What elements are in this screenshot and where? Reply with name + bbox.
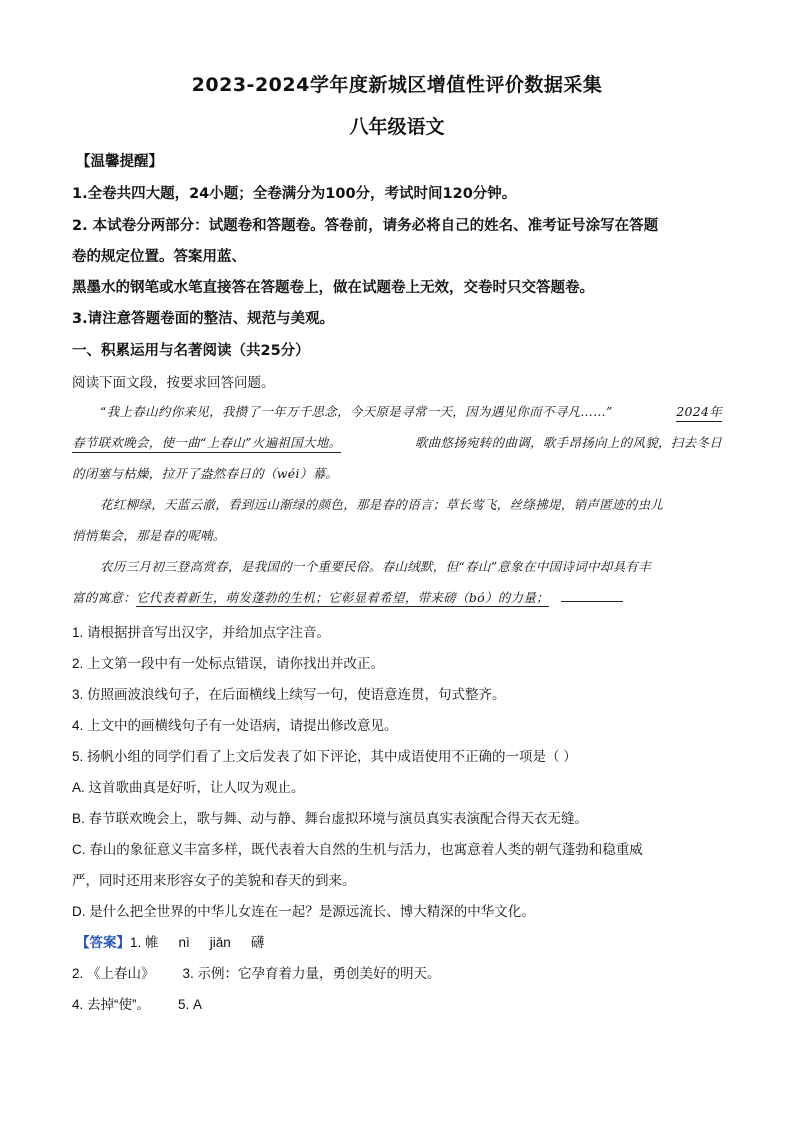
answer-1-pinyin-1: nì [178, 935, 190, 950]
section-heading: 一、积累运用与名著阅读（共25分） [72, 343, 310, 359]
passage-p1-underlined-start: 2024年 [676, 402, 722, 422]
answer-1-pinyin-2: jiān [209, 935, 231, 950]
question-2: 2. 上文第一段中有一处标点错误，请你找出并改正。 [72, 656, 385, 671]
option-b: B. 春节联欢晚会上，歌与舞、动与静、舞台虚拟环境与演员真实表演配合得天衣无缝。 [72, 811, 589, 826]
passage-p3-underlined: 它代表着新生，萌发蓬勃的生机；它彰显着希望，带来磅（bó）的力量； [136, 590, 549, 605]
passage-p1-line3: 的闭塞与枯燥，拉开了盎然春日的（wéi）幕。 [72, 466, 339, 481]
answer-line-3 [72, 993, 202, 1013]
passage-p3-line1 [72, 557, 722, 575]
question-4: 4. 上文中的画横线句子有一处语病，请提出修改意见。 [72, 718, 398, 733]
passage-p2-text: 花红柳绿，天蓝云澈，看到远山渐绿的颜色，那是春的语言；草长莺飞，丝绦拂堤，销声匿迹的虫儿 [100, 497, 664, 512]
answer-line-2 [72, 962, 441, 982]
passage-p1-text: “我上春山约你来见，我攒了一年万千思念，今天原是寻常一天，因为遇见你而不寻凡……” [100, 404, 613, 419]
option-d: D. 是什么把全世界的中华儿女连在一起？是源远流长、博大精深的中华文化。 [72, 904, 535, 919]
passage-p3-text: 农历三月初三登高赏春，是我国的一个重要民俗。春山绒默，但“春山”意象在中国诗词中却具有丰 [100, 559, 651, 574]
exam-subtitle: 八年级语文 [349, 116, 445, 138]
passage-p1-line2 [72, 433, 722, 453]
question-3: 3. 仿照画波浪线句子，在后面横线上续写一句，使语意连贯，句式整齐。 [72, 687, 506, 702]
passage-p2-line1 [72, 495, 722, 513]
tips-line-1: 1.全卷共四大题，24小题；全卷满分为100分，考试时间120分钟。 [72, 186, 517, 202]
option-c-line2: 严，同时还用来形容女子的美貌和春天的到来。 [72, 873, 356, 888]
passage-p2-line2: 悄悄集会，那是春的呢喃。 [72, 528, 226, 543]
passage-p3-line2 [72, 588, 623, 606]
option-c-line1: C. 春山的象征意义丰富多样，既代表着大自然的生机与活力，也寓意着人类的朝气蓬勃和稳重威 [72, 842, 643, 857]
option-a: A. 这首歌曲真是好听，让人叹为观止。 [72, 780, 305, 795]
answer-3: 3. 示例：它孕育着力量，勇创美好的明天。 [182, 966, 441, 981]
answer-5: 5. A [178, 997, 203, 1012]
tips-line-4: 黑墨水的钢笔或水笔直接答在答题卷上，做在试题卷上无效，交卷时只交答题卷。 [72, 280, 594, 296]
passage-p1-text-2: 歌曲悠扬宛转的曲调，歌手昂扬向上的风貌，扫去冬日 [414, 435, 722, 450]
section-instruction: 阅读下面文段，按要求回答问题。 [72, 375, 275, 390]
answer-line-1 [76, 931, 264, 951]
passage-p1-line1 [72, 402, 722, 422]
exam-title: 2023-2024学年度新城区增值性评价数据采集 [191, 74, 603, 96]
passage-p1-underlined-sentence: 春节联欢晚会，使一曲“上春山”火遍祖国大地。 [72, 433, 341, 453]
answer-1-char: 1. 帷 [130, 935, 159, 950]
answer-4: 4. 去掉“使”。 [72, 997, 151, 1012]
answer-tag: 【答案】 [76, 935, 130, 951]
passage-p3-text-2: 富的寓意： [72, 590, 137, 605]
tips-line-2: 2. 本试卷分两部分：试题卷和答题卷。答卷前，请务必将自己的姓名、准考证号涂写在答题 [72, 218, 659, 234]
answer-blank [561, 589, 623, 602]
question-1: 1. 请根据拼音写出汉字，并给加点字注音。 [72, 625, 331, 640]
question-5: 5. 扬帆小组的同学们看了上文后发表了如下评论，其中成语使用不正确的一项是（ ） [72, 749, 577, 764]
tips-line-5: 3.请注意答题卷面的整洁、规范与美观。 [72, 311, 335, 327]
tips-line-3: 卷的规定位置。答案用蓝、 [72, 249, 246, 265]
answer-1-char-2: 礴 [250, 935, 265, 950]
tips-heading: 【温馨提醒】 [76, 154, 163, 170]
answer-2: 2. 《上春山》 [72, 966, 155, 981]
